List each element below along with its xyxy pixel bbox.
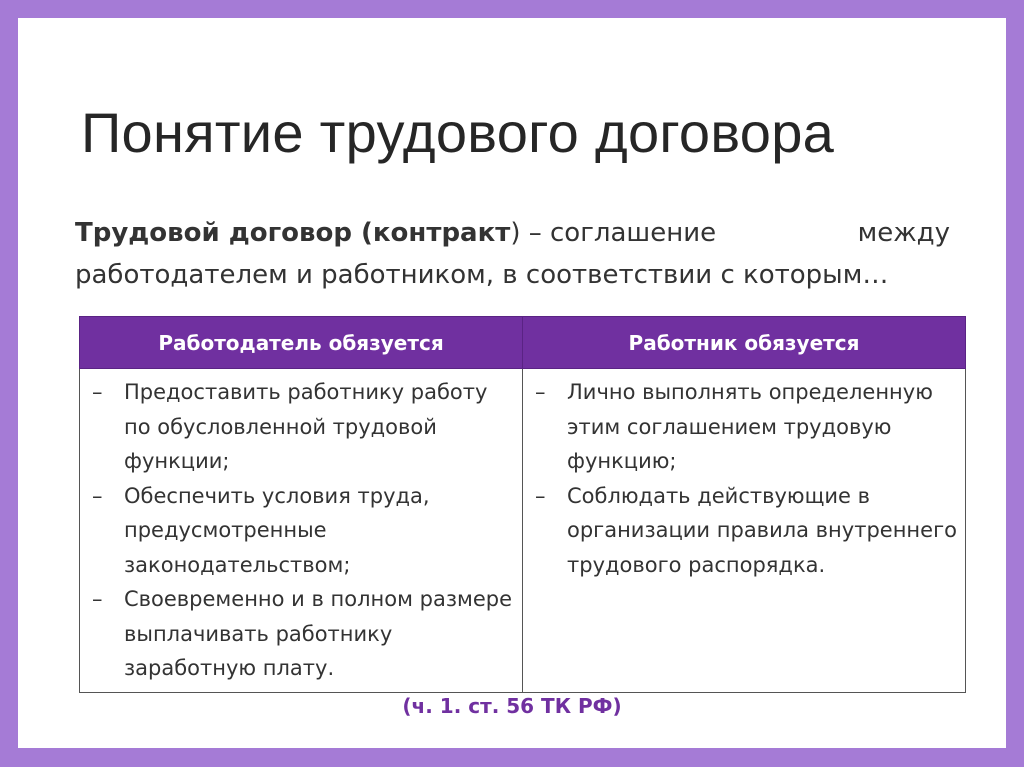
dash-bullet: –: [535, 380, 546, 404]
dash-bullet: –: [92, 380, 103, 404]
employer-header: Работодатель обязуется: [80, 317, 523, 369]
employer-item-3: Своевременно и в полном размере выплачивать работнику заработную плату.: [124, 587, 513, 680]
employer-obligations-cell: [80, 369, 523, 693]
slide-title: Понятие трудового договора: [81, 101, 835, 164]
dash-bullet: –: [92, 587, 103, 611]
employee-header: Работник обязуется: [523, 317, 966, 369]
obligations-table: [79, 316, 966, 693]
list-item: [90, 582, 514, 686]
definition-line-2: работодателем и работником, в соответствии с которым…: [75, 260, 889, 290]
employee-obligations-list: [533, 375, 957, 582]
table-header-row: [80, 317, 966, 369]
list-item: [533, 479, 957, 583]
slide: [18, 18, 1006, 748]
legal-citation: (ч. 1. ст. 56 ТК РФ): [402, 694, 622, 718]
definition-rest-a: ) – соглашение: [510, 218, 717, 248]
definition-term: Трудовой договор (контракт: [75, 218, 511, 248]
employer-obligations-list: [90, 375, 514, 686]
table-row: [80, 369, 966, 693]
definition-rest-b: между: [857, 218, 950, 248]
definition-lead: [75, 212, 716, 254]
employee-item-2: Соблюдать действующие в организации правила внутреннего трудового распорядка.: [567, 483, 957, 577]
list-item: [90, 479, 514, 583]
dash-bullet: –: [535, 483, 546, 508]
employer-item-2: Обеспечить условия труда, предусмотренные законодательством;: [124, 483, 430, 577]
employee-item-1: Лично выполнять определенную этим соглашением трудовую функцию;: [567, 380, 933, 473]
employee-obligations-cell: [523, 369, 966, 693]
dash-bullet: –: [92, 483, 103, 508]
definition-line-1: [75, 212, 950, 254]
definition-paragraph: [75, 212, 950, 296]
list-item: [90, 375, 514, 479]
list-item: [533, 375, 957, 479]
employer-item-1: Предоставить работнику работу по обусловленной трудовой функции;: [124, 380, 488, 473]
